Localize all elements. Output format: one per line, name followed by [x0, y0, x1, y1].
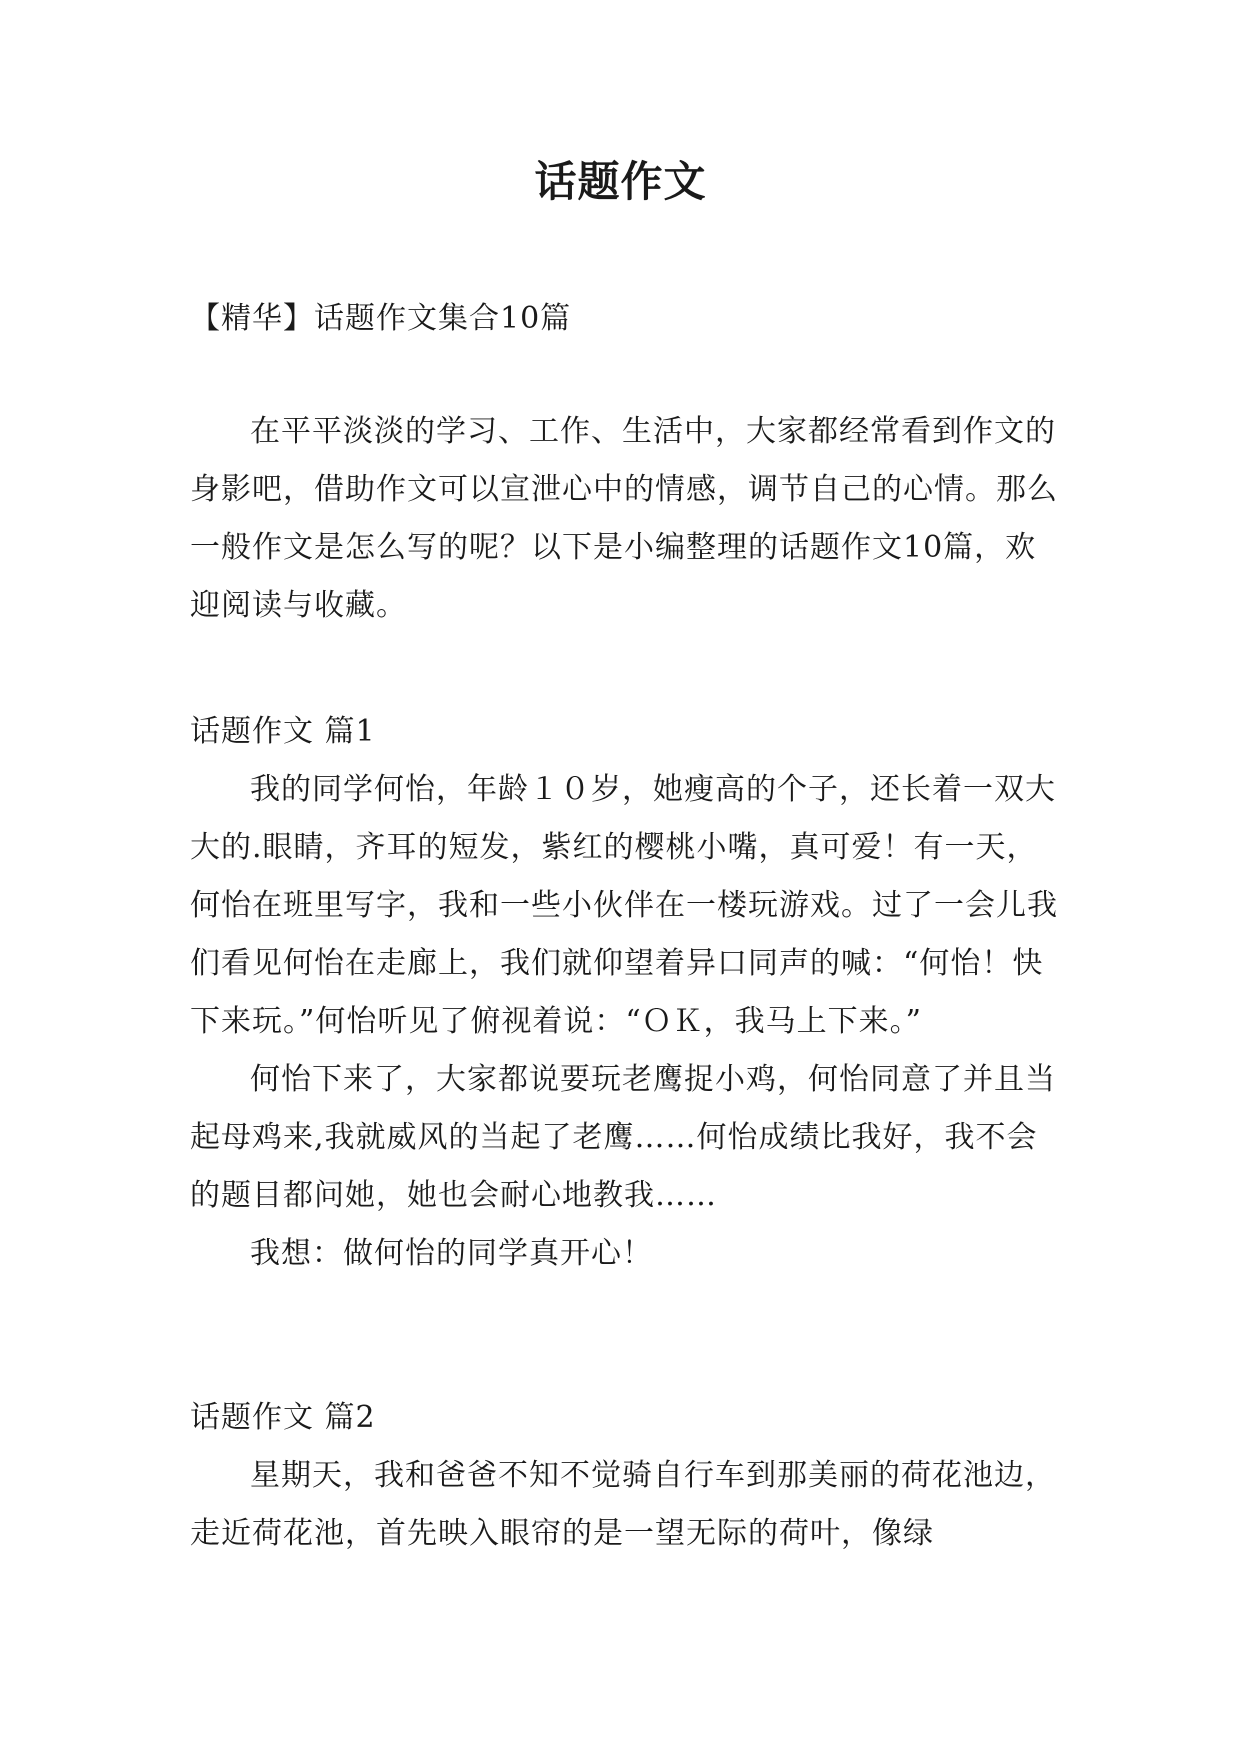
document-subtitle: 【精华】话题作文集合10篇	[190, 301, 572, 336]
section-paragraph: 我的同学何怡，年龄１０岁，她瘦高的个子，还长着一双大大的.眼睛，齐耳的短发，紫红的樱桃小嘴，真可爱！有一天，何怡在班里写字，我和一些小伙伴在一楼玩游戏。过了一会儿我们看见何怡在走廊上，我们就仰望着异口同声的喊：“何怡！快下来玩。”何怡听见了俯视着说：“ＯＫ，我马上下来。”	[190, 772, 1058, 1039]
section-heading: 话题作文 篇2	[190, 1400, 376, 1435]
section-2	[190, 1389, 1065, 1447]
section-1	[190, 703, 1065, 761]
section-1-body	[190, 761, 1065, 1283]
section-2-body	[190, 1447, 1065, 1563]
document-title: 话题作文	[534, 157, 707, 206]
section-paragraph: 星期天，我和爸爸不知不觉骑自行车到那美丽的荷花池边，走近荷花池，首先映入眼帘的是一望无际的荷叶，像绿	[190, 1458, 1056, 1551]
section-heading: 话题作文 篇1	[190, 714, 376, 749]
section-paragraph: 何怡下来了，大家都说要玩老鹰捉小鸡，何怡同意了并且当起母鸡来,我就威风的当起了老鹰……何怡成绩比我好，我不会的题目都问她，她也会耐心地教我……	[190, 1062, 1056, 1213]
section-paragraph: 我想：做何怡的同学真开心！	[250, 1236, 653, 1271]
intro-paragraph: 在平平淡淡的学习、工作、生活中，大家都经常看到作文的身影吧，借助作文可以宣泄心中的情感，调节自己的心情。那么一般作文是怎么写的呢？以下是小编整理的话题作文10篇，欢迎阅读与收藏。	[190, 414, 1058, 623]
